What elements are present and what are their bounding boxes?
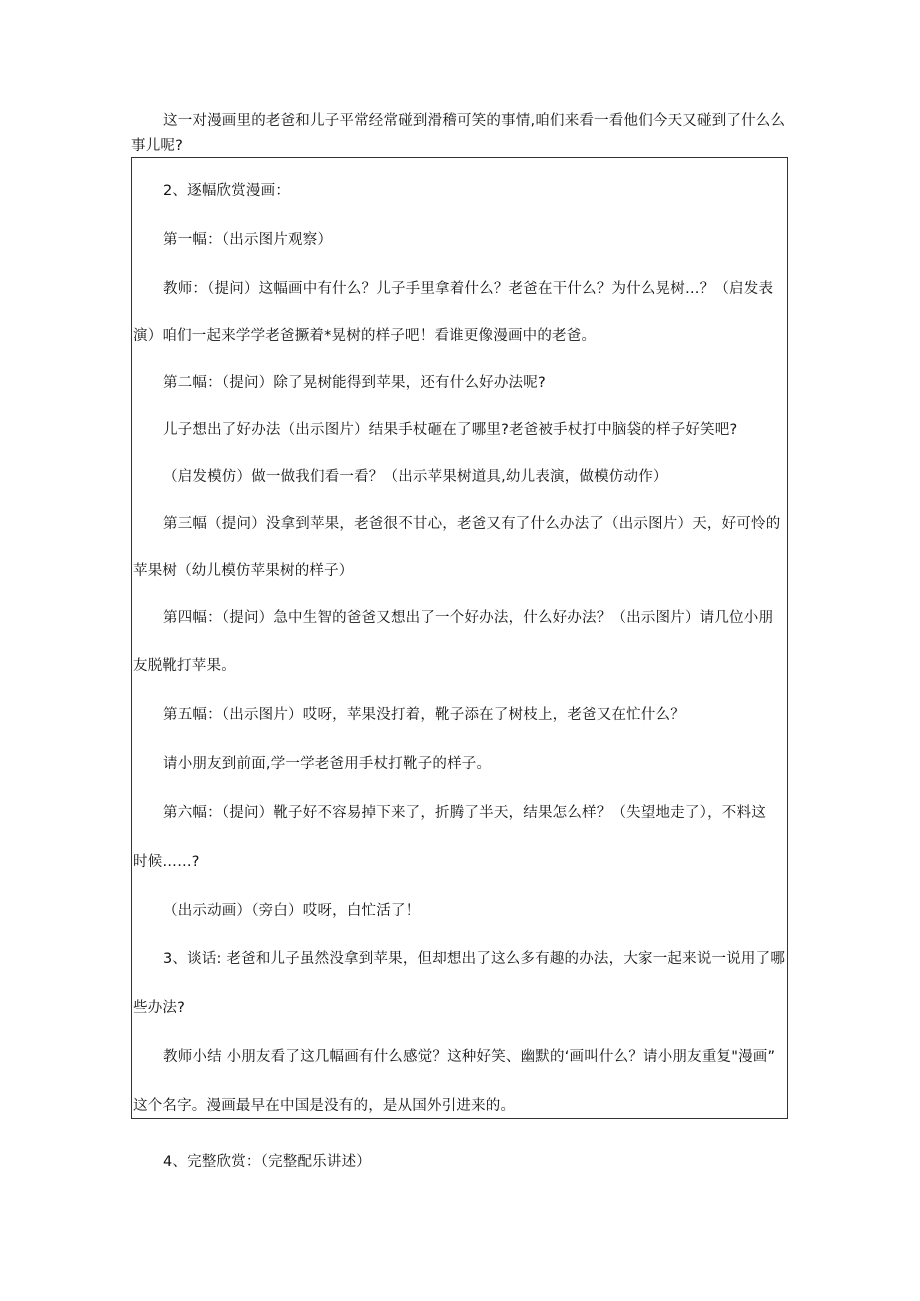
box-line: 第一幅：（出示图片观察） xyxy=(163,232,333,248)
box-line: 第四幅：（提问）急中生智的爸爸又想出了一个好办法，什么好办法？（出示图片）请几位小朋 xyxy=(163,610,774,626)
after-line-1: 4、完整欣赏：（完整配乐讲述） xyxy=(163,1154,371,1170)
box-line: 时候……? xyxy=(133,854,200,870)
box-line: 第三幅（提问）没拿到苹果，老爸很不甘心，老爸又有了什么办法了（出示图片）天，好可怜的 xyxy=(163,516,781,532)
box-line: 第六幅：（提问）靴子好不容易掉下来了，折腾了半天，结果怎么样？（失望地走了），不料这 xyxy=(163,805,766,821)
box-line: 友脱靴打苹果。 xyxy=(133,658,236,674)
box-line: （出示动画）（旁白）哎呀，白忙活了！ xyxy=(163,903,421,919)
intro-line-2: 事儿呢? xyxy=(131,138,183,154)
box-line: 这个名字。漫画最早在中国是没有的，是从国外引进来的。 xyxy=(133,1098,516,1114)
box-line: 苹果树（幼儿模仿苹果树的样子） xyxy=(133,563,354,579)
intro-line-1: 这一对漫画里的老爸和儿子平常经常碰到滑稽可笑的事情,咱们来看一看他们今天又碰到了什么么 xyxy=(163,113,786,129)
box-line: 3、谈话: 老爸和儿子虽然没拿到苹果，但却想出了这么多有趣的办法，大家一起来说一说用了哪 xyxy=(163,951,786,967)
box-line: 教师小结 小朋友看了这几幅画有什么感觉？这种好笑、幽默的‘画叫什么？请小朋友重复"漫画” xyxy=(163,1049,776,1065)
box-line: 教师：（提问）这幅画中有什么？儿子手里拿着什么？老爸在干什么？为什么晃树…？（启发表 xyxy=(163,281,774,297)
box-line: 演）咱们一起来学学老爸撅着*晃树的样子吧！看谁更像漫画中的老爸。 xyxy=(133,328,597,344)
box-line: 些办法? xyxy=(133,1000,185,1016)
lesson-content-box xyxy=(131,157,788,1119)
box-line: 2、逐幅欣赏漫画： xyxy=(163,183,291,199)
box-line: 儿子想出了好办法（出示图片）结果手杖砸在了哪里?老爸被手杖打中脑袋的样子好笑吧? xyxy=(163,422,738,438)
box-line: （启发模仿）做一做我们看一看？（出示苹果树道具,幼儿表演，做模仿动作） xyxy=(163,469,668,485)
box-line: 第二幅：（提问）除了晃树能得到苹果，还有什么好办法呢? xyxy=(163,375,546,391)
box-line: 请小朋友到前面,学一学老爸用手杖打靴子的样子。 xyxy=(163,756,492,772)
box-line: 第五幅：（出示图片）哎呀，苹果没打着，靴子添在了树枝上，老爸又在忙什么？ xyxy=(163,707,685,723)
